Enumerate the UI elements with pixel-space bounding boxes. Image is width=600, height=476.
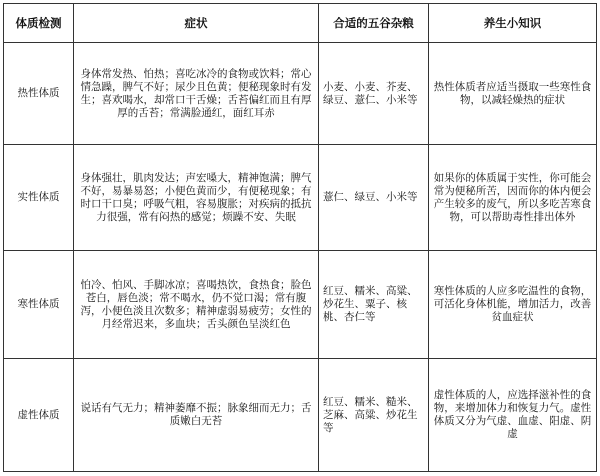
header-row bbox=[4, 4, 597, 43]
header-constitution: 体质检测 bbox=[4, 4, 74, 43]
constitution-type: 虚性体质 bbox=[4, 359, 74, 472]
tip-cell: 如果你的体质属于实性，你可能会常为便秘所苦，因而你的体内便会产生较多的废气，所以多吃苦寒食物，可以帮助毒性排出体外 bbox=[429, 145, 597, 251]
symptom-cell: 身体强壮，肌肉发达；声宏嗓大，精神饱满；脾气不好，易暴易怒；小便色黄而少，有便秘现象；有时口干口臭；呼吸气粗，容易腹胀；对疾病的抵抗力很强，常有闷热的感觉；烦躁不安、失眠 bbox=[74, 145, 319, 251]
grain-cell: 薏仁、绿豆、小米等 bbox=[319, 145, 429, 251]
constitution-type: 寒性体质 bbox=[4, 251, 74, 359]
constitution-table bbox=[3, 3, 597, 472]
header-grain: 合适的五谷杂粮 bbox=[319, 4, 429, 43]
constitution-type: 热性体质 bbox=[4, 43, 74, 145]
tip-cell: 虚性体质的人，应选择滋补性的食物，来增加体力和恢复力气。虚性体质又分为气虚、血虚、阳虚、阴虚 bbox=[429, 359, 597, 472]
constitution-type: 实性体质 bbox=[4, 145, 74, 251]
grain-cell: 小麦、小麦、芥麦、绿豆、薏仁、小米等 bbox=[319, 43, 429, 145]
table-row bbox=[4, 251, 597, 359]
symptom-cell: 说话有气无力；精神萎靡不振；脉象细而无力；舌质嫩白无苔 bbox=[74, 359, 319, 472]
symptom-cell: 怕冷、怕风、手脚冰凉；喜喝热饮，食热食；脸色苍白，唇色淡；常不喝水，仍不觉口渴；常有腹泻，小便色淡且次数多；精神虚弱易疲劳；女性的月经常迟来，多血块；舌头颜色呈淡红色 bbox=[74, 251, 319, 359]
table-row bbox=[4, 359, 597, 472]
table-row bbox=[4, 145, 597, 251]
symptom-cell: 身体常发热、怕热；喜吃冰冷的食物或饮料；常心情急躁，脾气不好；尿少且色黄；便秘现象时有发生；喜欢喝水，却常口干舌燥；舌苔偏红而且有厚厚的舌苔；常满脸通红，面红耳赤 bbox=[74, 43, 319, 145]
grain-cell: 红豆、糯米、高粱、炒花生、粟子、核桃、杏仁等 bbox=[319, 251, 429, 359]
grain-cell: 红豆、糯米、糙米、芝麻、高粱、炒花生等 bbox=[319, 359, 429, 472]
tip-cell: 寒性体质的人应多吃温性的食物，可活化身体机能，增加活力，改善贫血症状 bbox=[429, 251, 597, 359]
header-tip: 养生小知识 bbox=[429, 4, 597, 43]
tip-cell: 热性体质者应适当摄取一些寒性食物，以减轻燥热的症状 bbox=[429, 43, 597, 145]
header-symptom: 症状 bbox=[74, 4, 319, 43]
constitution-table-container bbox=[3, 3, 596, 471]
table-row bbox=[4, 43, 597, 145]
